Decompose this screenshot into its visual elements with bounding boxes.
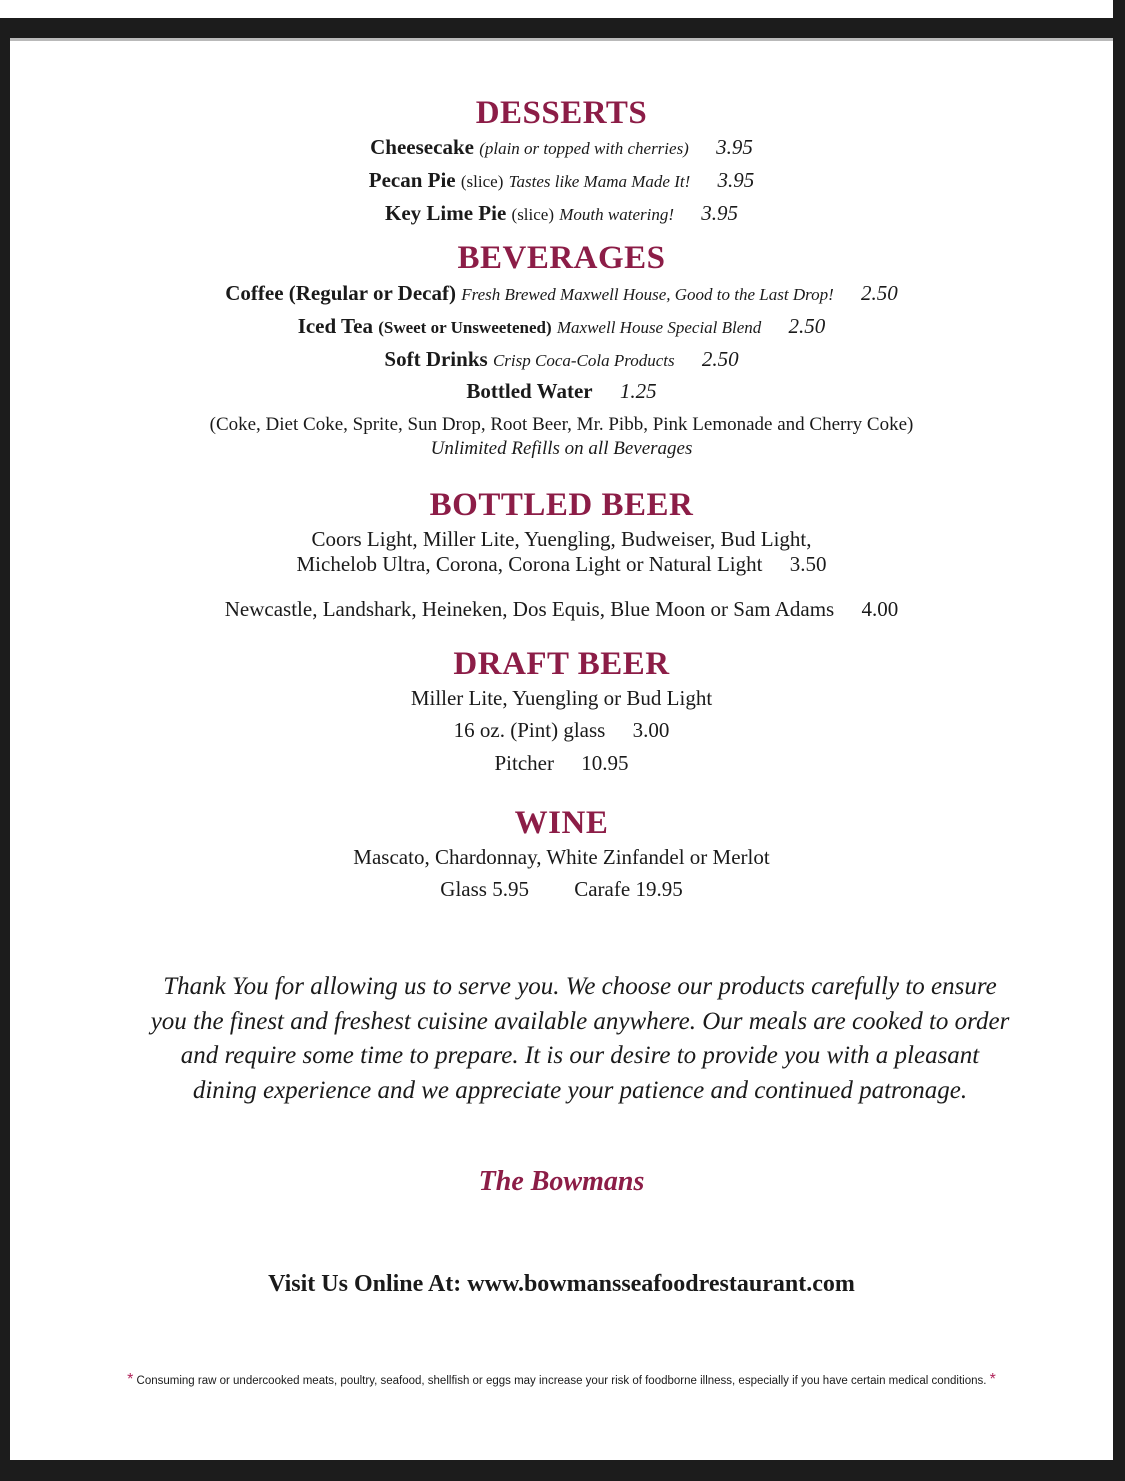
bottled-beer-line-2 bbox=[10, 552, 1113, 577]
menu-page bbox=[10, 38, 1113, 1460]
website-link[interactable]: www.bowmansseafoodrestaurant.com bbox=[467, 1271, 855, 1297]
signature: The Bowmans bbox=[478, 1166, 645, 1197]
bottled-beer-line-1: Coors Light, Miller Lite, Yuengling, Budweiser, Bud Light, bbox=[311, 527, 812, 551]
item-price: 2.50 bbox=[788, 314, 826, 338]
bottled-beer-heading: BOTTLED BEER bbox=[429, 487, 694, 523]
item-desc: Mouth watering! bbox=[559, 205, 675, 224]
premium-brands: Newcastle, Landshark, Heineken, Dos Equis, Blue Moon or Sam Adams bbox=[224, 597, 835, 621]
bottled-beer-premium bbox=[10, 597, 1113, 622]
item-name: Soft Drinks bbox=[384, 347, 488, 371]
item-name: Bottled Water bbox=[466, 379, 593, 403]
beverage-item-soft-drinks bbox=[10, 347, 1113, 372]
visit-label: Visit Us Online At: bbox=[268, 1271, 462, 1297]
item-desc: Tastes like Mama Made It! bbox=[508, 172, 691, 191]
item-desc: (plain or topped with cherries) bbox=[479, 139, 689, 158]
wine-prices bbox=[10, 877, 1113, 902]
food-safety-disclaimer bbox=[10, 1371, 1113, 1389]
disclaimer-text: Consuming raw or undercooked meats, poultry, seafood, shellfish or eggs may increase your risk of foodborne illness, especially if you have certain medical conditions. bbox=[136, 1375, 987, 1387]
item-name: Iced Tea bbox=[297, 314, 373, 338]
draft-beer-pint bbox=[10, 718, 1113, 743]
item-name: Pecan Pie bbox=[368, 168, 456, 192]
item-size: (Sweet or Unsweetened) bbox=[378, 318, 552, 337]
bottled-beer-price: 3.50 bbox=[789, 552, 827, 576]
thank-you-line-2: you the finest and freshest cuisine available anywhere. Our meals are cooked to order bbox=[150, 1007, 1010, 1035]
item-price: 2.50 bbox=[701, 347, 739, 371]
beverage-item-bottled-water bbox=[10, 379, 1113, 404]
thank-you-line-4: dining experience and we appreciate your patience and continued patronage. bbox=[192, 1076, 968, 1104]
dessert-item-pecan-pie bbox=[10, 168, 1113, 193]
pitcher-label: Pitcher bbox=[494, 751, 554, 775]
item-price: 3.95 bbox=[716, 135, 753, 159]
item-desc: Fresh Brewed Maxwell House, Good to the Last Drop! bbox=[461, 285, 834, 304]
asterisk-icon: * bbox=[989, 1371, 996, 1388]
visit-online bbox=[10, 1271, 1113, 1298]
draft-beer-brands: Miller Lite, Yuengling or Bud Light bbox=[410, 686, 713, 710]
carafe-price: 19.95 bbox=[635, 877, 683, 901]
carafe-label: Carafe bbox=[574, 877, 631, 901]
refills-note: Unlimited Refills on all Beverages bbox=[430, 438, 693, 459]
wine-varieties: Mascato, Chardonnay, White Zinfandel or Merlot bbox=[353, 845, 770, 869]
asterisk-icon: * bbox=[127, 1371, 134, 1388]
thank-you-line-1: Thank You for allowing us to serve you. We choose our products carefully to ensure bbox=[163, 973, 997, 1000]
item-name: Cheesecake bbox=[370, 135, 474, 159]
item-name: Coffee (Regular or Decaf) bbox=[225, 281, 456, 305]
beverages-heading: BEVERAGES bbox=[457, 240, 666, 276]
item-desc: Crisp Coca-Cola Products bbox=[492, 351, 675, 370]
previous-page-edge bbox=[0, 0, 1113, 18]
glass-label: Glass bbox=[440, 877, 487, 901]
item-price: 3.95 bbox=[701, 201, 739, 225]
soda-list: (Coke, Diet Coke, Sprite, Sun Drop, Root Beer, Mr. Pibb, Pink Lemonade and Cherry Coke) bbox=[209, 414, 914, 435]
beverage-item-coffee bbox=[10, 281, 1113, 306]
pitcher-price: 10.95 bbox=[581, 751, 629, 775]
glass-price: 5.95 bbox=[492, 877, 529, 901]
premium-price: 4.00 bbox=[861, 597, 899, 621]
item-price: 2.50 bbox=[861, 281, 898, 305]
thank-you-message bbox=[120, 970, 1040, 1108]
pint-label: 16 oz. (Pint) glass bbox=[453, 718, 606, 742]
desserts-heading: DESSERTS bbox=[475, 95, 648, 131]
item-price: 3.95 bbox=[717, 168, 755, 192]
item-desc: Maxwell House Special Blend bbox=[556, 318, 762, 337]
thank-you-line-3: and require some time to prepare. It is our desire to provide you with a pleasant bbox=[180, 1042, 980, 1069]
item-size: (slice) bbox=[460, 172, 504, 191]
draft-beer-pitcher bbox=[10, 751, 1113, 776]
bottled-beer-brands: Michelob Ultra, Corona, Corona Light or Natural Light bbox=[296, 552, 763, 576]
item-name: Key Lime Pie bbox=[384, 201, 507, 225]
item-size: (slice) bbox=[511, 205, 555, 224]
beverage-item-iced-tea bbox=[10, 314, 1113, 339]
wine-heading: WINE bbox=[514, 805, 609, 841]
dessert-item-cheesecake bbox=[10, 135, 1113, 160]
item-price: 1.25 bbox=[619, 379, 657, 403]
pint-price: 3.00 bbox=[632, 718, 670, 742]
draft-beer-heading: DRAFT BEER bbox=[453, 646, 670, 682]
dessert-item-key-lime-pie bbox=[10, 201, 1113, 226]
